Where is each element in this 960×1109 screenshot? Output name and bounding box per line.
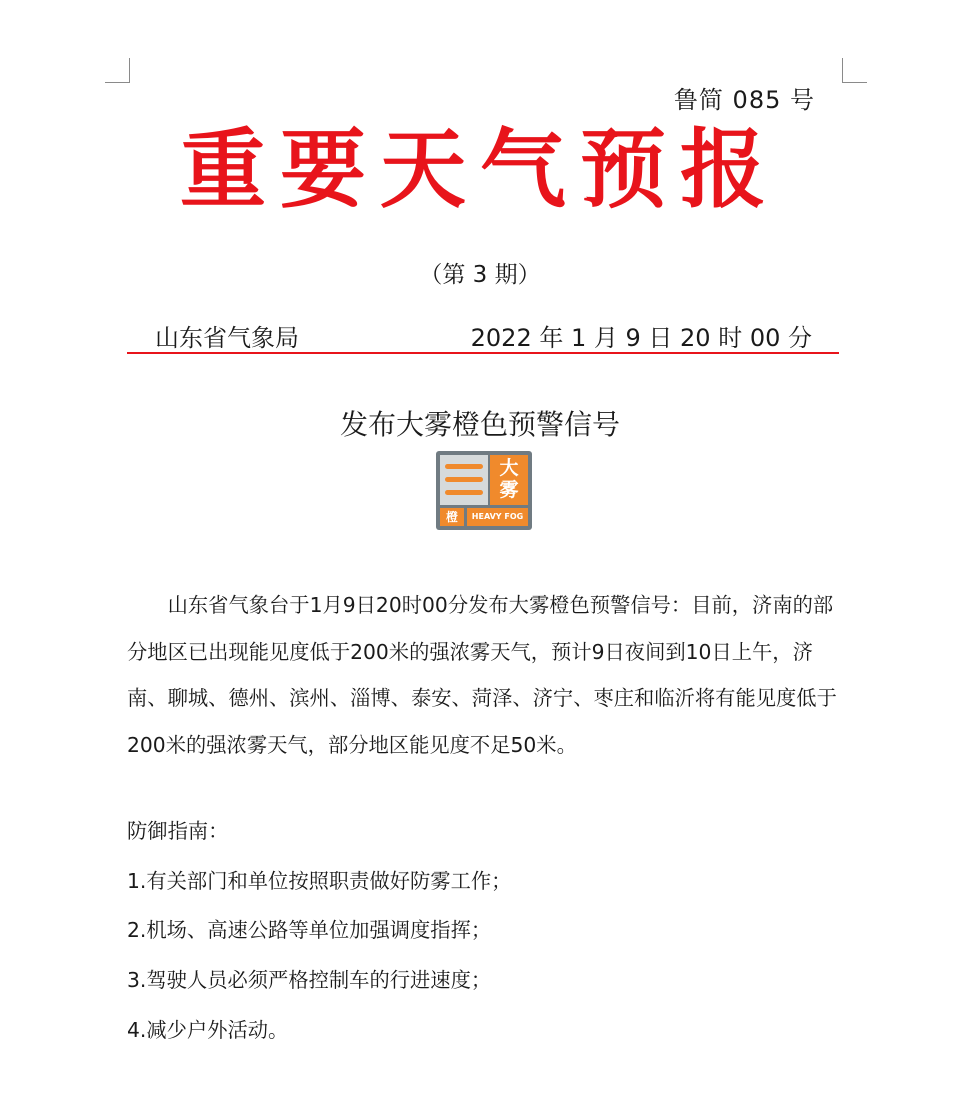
defense-guide-item: 3.驾驶人员必须严格控制车的行进速度；	[127, 968, 492, 992]
defense-guide-title: 防御指南：	[127, 819, 229, 843]
page-corner-mark-top-right	[842, 58, 867, 83]
badge-english-label: HEAVY FOG	[467, 508, 528, 526]
badge-char-bottom: 雾	[499, 479, 519, 501]
defense-guide-item: 4.减少户外活动。	[127, 1018, 289, 1042]
issue-datetime: 2022 年 1 月 9 日 20 时 00 分	[470, 324, 812, 352]
document-number: 鲁简 085 号	[673, 86, 815, 114]
fog-line	[445, 477, 483, 482]
fog-line	[445, 490, 483, 495]
warning-body-text: 山东省气象台于1月9日20时00分发布大雾橙色预警信号：目前，济南的部分地区已出现能见度低于200米的强浓雾天气，预计9日夜间到10日上午，济南、聊城、德州、滨州、淄博、泰安、菏泽、济宁、枣庄和临沂将有能见度低于200米的强浓雾天气，部分地区能见度不足50米。	[127, 593, 837, 757]
defense-guide-item: 1.有关部门和单位按照职责做好防雾工作；	[127, 869, 512, 893]
page-corner-mark-top-left	[105, 58, 130, 83]
warning-subtitle: 发布大雾橙色预警信号	[339, 408, 620, 441]
heavy-fog-orange-warning-icon	[436, 451, 532, 530]
fog-lines-icon	[440, 455, 488, 505]
defense-guide-item: 2.机场、高速公路等单位加强调度指挥；	[127, 918, 492, 942]
issue-number: （第 3 期）	[419, 262, 541, 288]
badge-chinese-label	[490, 455, 528, 505]
issuer: 山东省气象局	[155, 324, 299, 352]
fog-line	[445, 464, 483, 469]
red-divider	[127, 352, 839, 354]
main-title: 重要天气预报	[180, 120, 780, 220]
badge-color-label: 橙	[440, 508, 464, 526]
badge-char-top: 大	[499, 457, 519, 479]
